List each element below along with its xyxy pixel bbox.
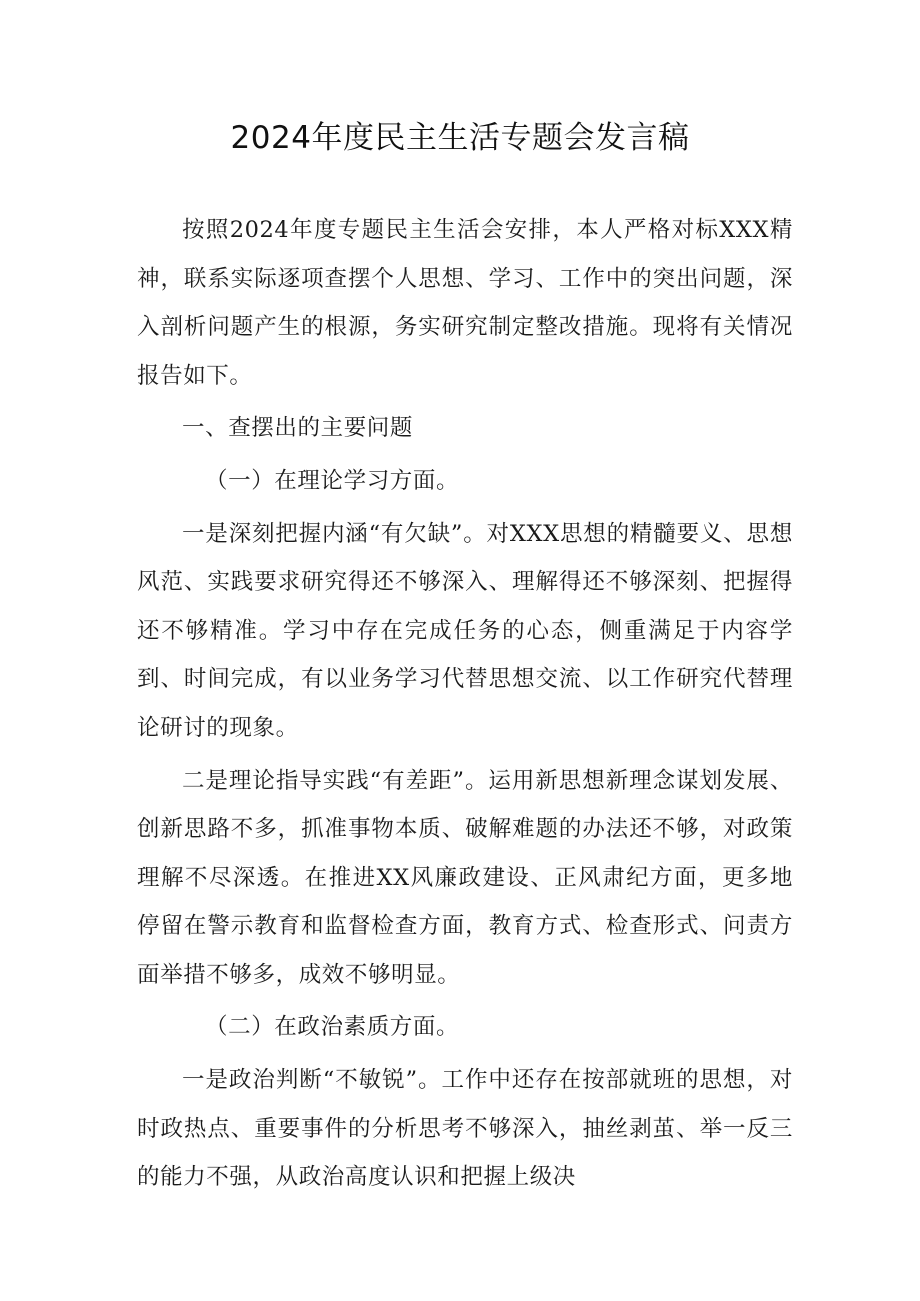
- document-body: [137, 206, 793, 1206]
- document-title: 2024年度民主生活专题会发言稿: [230, 120, 690, 156]
- subsection-heading-political: （二）在政治素质方面。: [205, 1014, 460, 1041]
- subsection-heading-theory: （一）在理论学习方面。: [205, 468, 460, 495]
- section-heading-problems: 一、查摆出的主要问题: [182, 415, 414, 442]
- intro-paragraph: 按照2024年度专题民主生活会安排，本人严格对标XXX精神，联系实际逐项查摆个人思想、学习、工作中的突出问题，深入剖析问题产生的根源，务实研究制定整改措施。现将有关情况报告如下。: [137, 217, 793, 389]
- paragraph-theory-1: 一是深刻把握内涵“有欠缺”。对XXX思想的精髓要义、思想风范、实践要求研究得还不够深入、理解得还不够深刻、把握得还不够精准。学习中存在完成任务的心态，侧重满足于内容学到、时间完成，有以业务学习代替思想交流、以工作研究代替理论研讨的现象。: [137, 520, 793, 741]
- paragraph-political-1: 一是政治判断“不敏锐”。工作中还存在按部就班的思想，对时政热点、重要事件的分析思考不够深入，抽丝剥茧、举一反三的能力不强，从政治高度认识和把握上级决: [137, 1067, 793, 1191]
- paragraph-theory-2: 二是理论指导实践“有差距”。运用新思想新理念谋划发展、创新思路不多，抓准事物本质、破解难题的办法还不够，对政策理解不尽深透。在推进XX风廉政建设、正风肃纪方面，更多地停留在警示教育和监督检查方面，教育方式、检查形式、问责方面举措不够多，成效不够明显。: [137, 767, 793, 988]
